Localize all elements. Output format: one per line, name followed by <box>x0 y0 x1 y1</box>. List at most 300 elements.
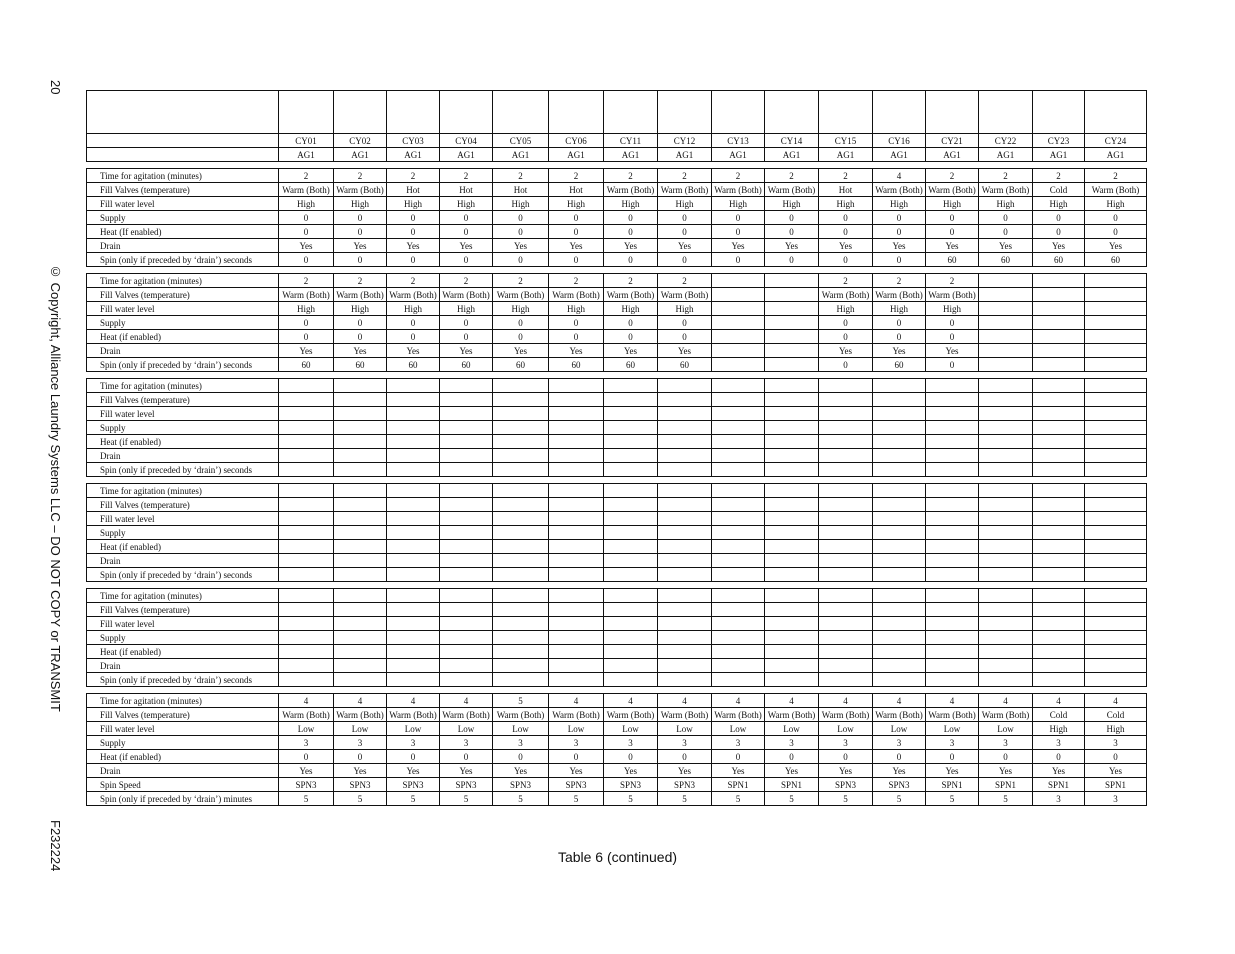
value-cell <box>440 407 493 421</box>
table-row <box>87 449 1147 463</box>
value-cell <box>1085 617 1147 631</box>
value-cell: Low <box>765 722 819 736</box>
cycle-code-cell: CY04 <box>440 134 493 148</box>
value-cell: Yes <box>873 344 926 358</box>
row-label: Drain <box>87 239 279 253</box>
row-label: Time for agitation (minutes) <box>87 484 279 498</box>
value-cell: 0 <box>279 330 334 344</box>
value-cell <box>334 589 387 603</box>
value-cell <box>765 358 819 372</box>
value-cell: 0 <box>493 253 549 267</box>
value-cell: 0 <box>549 750 604 764</box>
value-cell: 0 <box>979 225 1033 239</box>
value-cell: 0 <box>873 225 926 239</box>
value-cell: 60 <box>1033 253 1085 267</box>
value-cell <box>440 589 493 603</box>
page-number: 20 <box>48 80 63 95</box>
cycle-code-cell: CY15 <box>819 134 873 148</box>
value-cell <box>387 449 440 463</box>
value-cell <box>279 421 334 435</box>
value-cell: Yes <box>493 239 549 253</box>
value-cell: Yes <box>387 344 440 358</box>
value-cell: 5 <box>279 792 334 806</box>
value-cell <box>440 540 493 554</box>
value-cell: 2 <box>549 169 604 183</box>
value-cell <box>1085 645 1147 659</box>
value-cell <box>1033 316 1085 330</box>
row-label: Spin (only if preceded by ‘drain’) seconds <box>87 463 279 477</box>
value-cell <box>712 435 765 449</box>
value-cell <box>979 540 1033 554</box>
value-cell <box>604 617 658 631</box>
cycle-code-cell: CY11 <box>604 134 658 148</box>
value-cell <box>819 631 873 645</box>
value-cell: 0 <box>819 316 873 330</box>
value-cell <box>279 589 334 603</box>
value-cell <box>765 344 819 358</box>
value-cell: 0 <box>819 225 873 239</box>
value-cell <box>493 498 549 512</box>
value-cell <box>440 449 493 463</box>
value-cell <box>334 526 387 540</box>
row-label: Fill Valves (temperature) <box>87 603 279 617</box>
table-row <box>87 302 1147 316</box>
value-cell <box>658 484 712 498</box>
value-cell: Low <box>279 722 334 736</box>
value-cell: 3 <box>1085 736 1147 750</box>
value-cell: Yes <box>1033 764 1085 778</box>
value-cell <box>712 463 765 477</box>
value-cell: 0 <box>604 253 658 267</box>
blank-header-cell <box>1033 91 1085 134</box>
value-cell <box>493 379 549 393</box>
value-cell: 0 <box>493 225 549 239</box>
value-cell <box>1085 421 1147 435</box>
value-cell <box>334 463 387 477</box>
row-label: Drain <box>87 344 279 358</box>
value-cell <box>926 631 979 645</box>
cycle-code-row <box>87 134 1147 148</box>
value-cell: Yes <box>493 344 549 358</box>
value-cell: Warm (Both) <box>279 708 334 722</box>
value-cell <box>334 554 387 568</box>
value-cell: Warm (Both) <box>549 288 604 302</box>
row-label: Heat (If enabled) <box>87 225 279 239</box>
table-row <box>87 288 1147 302</box>
agitation-code-cell: AG1 <box>1033 148 1085 162</box>
row-label: Fill Valves (temperature) <box>87 708 279 722</box>
value-cell: 0 <box>765 225 819 239</box>
value-cell: 2 <box>387 274 440 288</box>
separator-cell <box>87 582 1147 589</box>
value-cell: Warm (Both) <box>658 288 712 302</box>
value-cell <box>926 673 979 687</box>
value-cell <box>440 421 493 435</box>
value-cell <box>819 512 873 526</box>
value-cell: Hot <box>493 183 549 197</box>
value-cell <box>658 659 712 673</box>
value-cell: Yes <box>712 239 765 253</box>
value-cell: 5 <box>549 792 604 806</box>
value-cell: 0 <box>819 750 873 764</box>
value-cell: 0 <box>387 253 440 267</box>
value-cell: Low <box>549 722 604 736</box>
value-cell: 0 <box>765 750 819 764</box>
value-cell <box>604 407 658 421</box>
value-cell: 0 <box>712 750 765 764</box>
value-cell: 60 <box>334 358 387 372</box>
value-cell <box>279 393 334 407</box>
row-label: Spin (only if preceded by ‘drain’) seconds <box>87 358 279 372</box>
value-cell <box>387 512 440 526</box>
value-cell <box>765 603 819 617</box>
value-cell <box>440 484 493 498</box>
value-cell: 0 <box>549 330 604 344</box>
value-cell <box>604 540 658 554</box>
row-label: Supply <box>87 421 279 435</box>
value-cell: Yes <box>604 239 658 253</box>
value-cell: Warm (Both) <box>440 288 493 302</box>
value-cell: 60 <box>873 358 926 372</box>
value-cell <box>1085 407 1147 421</box>
table-row <box>87 274 1147 288</box>
value-cell: High <box>979 197 1033 211</box>
value-cell: SPN3 <box>493 778 549 792</box>
value-cell: 5 <box>440 792 493 806</box>
value-cell: 0 <box>334 211 387 225</box>
value-cell <box>1085 631 1147 645</box>
value-cell <box>1085 463 1147 477</box>
value-cell <box>873 645 926 659</box>
agitation-code-row <box>87 148 1147 162</box>
value-cell: 0 <box>549 225 604 239</box>
agitation-code-cell: AG1 <box>819 148 873 162</box>
value-cell: 0 <box>1085 750 1147 764</box>
value-cell <box>549 393 604 407</box>
value-cell: Warm (Both) <box>819 708 873 722</box>
value-cell <box>387 379 440 393</box>
value-cell: Yes <box>1085 239 1147 253</box>
value-cell: Low <box>873 722 926 736</box>
value-cell <box>926 463 979 477</box>
cycle-code-cell: CY22 <box>979 134 1033 148</box>
cycle-settings-table <box>86 90 1147 806</box>
value-cell: Yes <box>387 239 440 253</box>
value-cell: 2 <box>279 274 334 288</box>
value-cell <box>712 554 765 568</box>
value-cell: 3 <box>604 736 658 750</box>
value-cell: 2 <box>604 169 658 183</box>
row-label: Drain <box>87 659 279 673</box>
cycle-code-cell: CY21 <box>926 134 979 148</box>
value-cell: High <box>1033 197 1085 211</box>
value-cell <box>979 421 1033 435</box>
cycle-code-cell: CY23 <box>1033 134 1085 148</box>
value-cell: Low <box>604 722 658 736</box>
value-cell <box>658 463 712 477</box>
value-cell: Low <box>926 722 979 736</box>
value-cell <box>604 631 658 645</box>
value-cell: 0 <box>819 358 873 372</box>
value-cell <box>765 498 819 512</box>
value-cell <box>549 512 604 526</box>
row-label: Spin Speed <box>87 778 279 792</box>
value-cell <box>493 526 549 540</box>
value-cell <box>819 379 873 393</box>
value-cell <box>712 344 765 358</box>
value-cell: 4 <box>440 694 493 708</box>
value-cell <box>979 512 1033 526</box>
value-cell: High <box>873 197 926 211</box>
value-cell: Warm (Both) <box>873 708 926 722</box>
value-cell <box>658 512 712 526</box>
value-cell <box>873 526 926 540</box>
block-separator <box>87 477 1147 484</box>
value-cell: 2 <box>658 274 712 288</box>
value-cell: 4 <box>1085 694 1147 708</box>
value-cell <box>979 316 1033 330</box>
value-cell: 4 <box>549 694 604 708</box>
value-cell: Low <box>493 722 549 736</box>
value-cell <box>873 540 926 554</box>
value-cell <box>1033 659 1085 673</box>
value-cell <box>712 631 765 645</box>
agitation-code-cell: AG1 <box>334 148 387 162</box>
value-cell: 0 <box>712 211 765 225</box>
value-cell: 5 <box>334 792 387 806</box>
value-cell <box>1033 435 1085 449</box>
separator-cell <box>87 372 1147 379</box>
value-cell <box>819 603 873 617</box>
value-cell: 0 <box>658 316 712 330</box>
value-cell <box>1085 484 1147 498</box>
value-cell: Warm (Both) <box>334 183 387 197</box>
table-row <box>87 603 1147 617</box>
blank-header-cell <box>334 91 387 134</box>
value-cell: 0 <box>549 211 604 225</box>
value-cell <box>819 617 873 631</box>
value-cell: 0 <box>493 750 549 764</box>
table-row <box>87 694 1147 708</box>
value-cell: 2 <box>604 274 658 288</box>
value-cell <box>712 274 765 288</box>
row-label: Time for agitation (minutes) <box>87 169 279 183</box>
row-label: Fill Valves (temperature) <box>87 393 279 407</box>
value-cell <box>334 540 387 554</box>
value-cell: 0 <box>334 330 387 344</box>
value-cell: Warm (Both) <box>334 288 387 302</box>
value-cell <box>873 568 926 582</box>
value-cell <box>493 463 549 477</box>
row-label: Supply <box>87 631 279 645</box>
value-cell: 3 <box>493 736 549 750</box>
value-cell: Warm (Both) <box>493 708 549 722</box>
value-cell <box>334 435 387 449</box>
table-caption: Table 6 (continued) <box>557 849 678 865</box>
value-cell: Cold <box>1033 708 1085 722</box>
value-cell <box>979 449 1033 463</box>
value-cell: SPN3 <box>658 778 712 792</box>
value-cell <box>279 484 334 498</box>
table-row <box>87 792 1147 806</box>
value-cell: Yes <box>658 764 712 778</box>
value-cell: High <box>765 197 819 211</box>
row-label: Heat (if enabled) <box>87 750 279 764</box>
value-cell: Low <box>819 722 873 736</box>
value-cell <box>440 645 493 659</box>
value-cell <box>712 568 765 582</box>
value-cell: Yes <box>440 239 493 253</box>
value-cell <box>926 568 979 582</box>
value-cell <box>387 498 440 512</box>
value-cell <box>873 435 926 449</box>
value-cell: Yes <box>279 764 334 778</box>
value-cell <box>440 554 493 568</box>
value-cell: Warm (Both) <box>440 708 493 722</box>
value-cell <box>873 589 926 603</box>
value-cell: Warm (Both) <box>279 183 334 197</box>
row-label: Time for agitation (minutes) <box>87 274 279 288</box>
table-row <box>87 239 1147 253</box>
value-cell <box>765 435 819 449</box>
value-cell <box>334 379 387 393</box>
value-cell <box>658 617 712 631</box>
value-cell: Cold <box>1033 183 1085 197</box>
value-cell <box>1085 344 1147 358</box>
value-cell: High <box>440 302 493 316</box>
table-row <box>87 722 1147 736</box>
value-cell <box>979 288 1033 302</box>
value-cell: Warm (Both) <box>712 183 765 197</box>
value-cell <box>1085 288 1147 302</box>
agitation-code-cell: AG1 <box>873 148 926 162</box>
value-cell <box>493 484 549 498</box>
value-cell <box>1085 358 1147 372</box>
value-cell: High <box>440 197 493 211</box>
table-row <box>87 645 1147 659</box>
cycle-code-cell: CY24 <box>1085 134 1147 148</box>
table-row <box>87 589 1147 603</box>
value-cell <box>819 421 873 435</box>
value-cell: 5 <box>979 792 1033 806</box>
table-row <box>87 253 1147 267</box>
value-cell <box>279 449 334 463</box>
value-cell <box>873 498 926 512</box>
value-cell <box>926 407 979 421</box>
value-cell: 0 <box>440 330 493 344</box>
cycle-code-cell: CY14 <box>765 134 819 148</box>
value-cell: Yes <box>334 239 387 253</box>
value-cell: 2 <box>926 169 979 183</box>
value-cell <box>604 603 658 617</box>
value-cell: 0 <box>979 211 1033 225</box>
value-cell <box>658 449 712 463</box>
value-cell <box>658 645 712 659</box>
value-cell <box>712 526 765 540</box>
table-body <box>87 91 1147 806</box>
value-cell <box>819 393 873 407</box>
value-cell: 2 <box>979 169 1033 183</box>
row-label: Fill water level <box>87 512 279 526</box>
value-cell: 0 <box>279 253 334 267</box>
table-row <box>87 463 1147 477</box>
value-cell: 2 <box>549 274 604 288</box>
value-cell: Yes <box>493 764 549 778</box>
value-cell <box>979 393 1033 407</box>
row-label: Fill water level <box>87 302 279 316</box>
value-cell <box>387 659 440 673</box>
value-cell <box>549 526 604 540</box>
value-cell: Yes <box>873 764 926 778</box>
value-cell: 0 <box>712 225 765 239</box>
value-cell <box>440 463 493 477</box>
value-cell: Yes <box>279 344 334 358</box>
table-row <box>87 484 1147 498</box>
blank-header-cell <box>765 91 819 134</box>
value-cell: Yes <box>765 239 819 253</box>
row-label: Heat (if enabled) <box>87 540 279 554</box>
value-cell <box>387 673 440 687</box>
value-cell <box>334 498 387 512</box>
value-cell: 0 <box>604 316 658 330</box>
value-cell <box>873 512 926 526</box>
value-cell: High <box>819 197 873 211</box>
value-cell: 3 <box>440 736 493 750</box>
value-cell <box>493 554 549 568</box>
value-cell <box>549 463 604 477</box>
value-cell: 60 <box>387 358 440 372</box>
value-cell <box>979 379 1033 393</box>
table-row <box>87 554 1147 568</box>
value-cell: 0 <box>873 750 926 764</box>
value-cell <box>549 673 604 687</box>
row-label: Heat (if enabled) <box>87 435 279 449</box>
value-cell <box>712 358 765 372</box>
value-cell <box>440 631 493 645</box>
value-cell <box>979 589 1033 603</box>
value-cell <box>765 316 819 330</box>
value-cell: 5 <box>819 792 873 806</box>
value-cell: 0 <box>926 330 979 344</box>
value-cell <box>440 393 493 407</box>
blank-header-cell <box>873 91 926 134</box>
value-cell: High <box>926 197 979 211</box>
value-cell: Yes <box>979 764 1033 778</box>
value-cell: SPN1 <box>1033 778 1085 792</box>
agitation-code-cell: AG1 <box>549 148 604 162</box>
value-cell <box>387 421 440 435</box>
value-cell <box>387 554 440 568</box>
row-label: Fill Valves (temperature) <box>87 498 279 512</box>
value-cell: 4 <box>658 694 712 708</box>
row-label: Time for agitation (minutes) <box>87 694 279 708</box>
value-cell: 5 <box>873 792 926 806</box>
value-cell <box>493 659 549 673</box>
value-cell: 0 <box>1033 750 1085 764</box>
value-cell <box>604 498 658 512</box>
value-cell <box>658 498 712 512</box>
value-cell <box>1033 449 1085 463</box>
value-cell: High <box>604 197 658 211</box>
value-cell: Yes <box>658 239 712 253</box>
value-cell <box>604 568 658 582</box>
value-cell <box>1033 288 1085 302</box>
value-cell: High <box>712 197 765 211</box>
value-cell: 0 <box>279 316 334 330</box>
value-cell <box>819 645 873 659</box>
value-cell <box>873 659 926 673</box>
row-label: Supply <box>87 526 279 540</box>
